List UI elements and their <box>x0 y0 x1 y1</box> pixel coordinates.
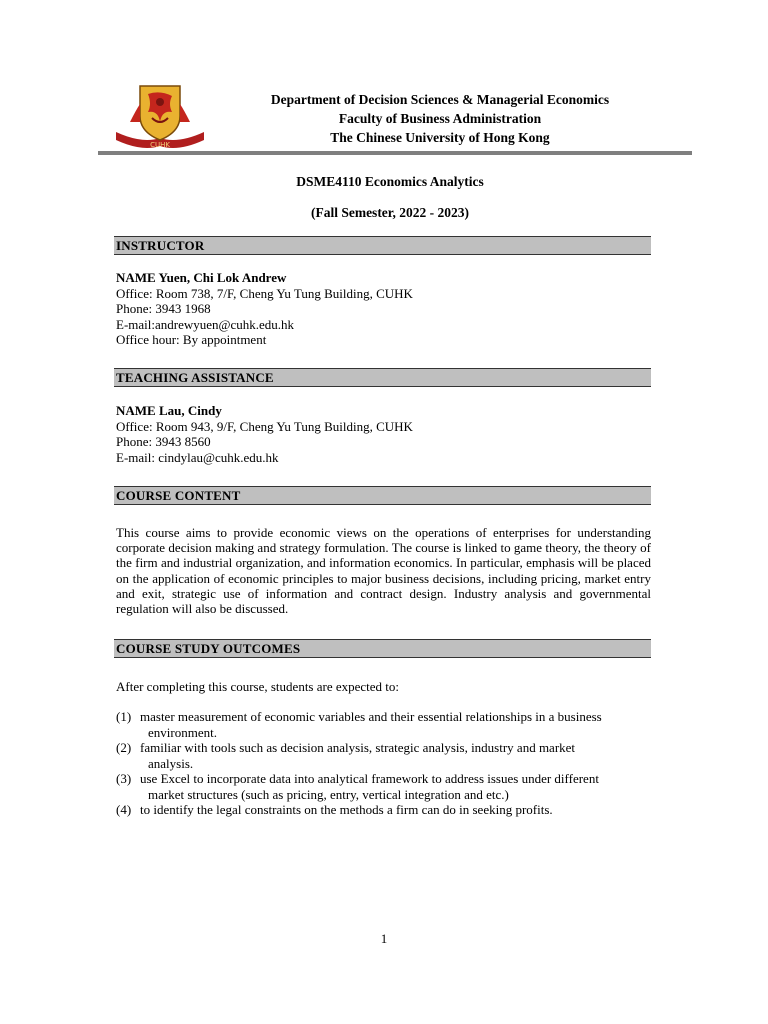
section-title: COURSE STUDY OUTCOMES <box>116 641 301 656</box>
course-content-paragraph: This course aims to provide economic views on the operations of enterprises for understanding corporate decision making and strategy formulation. The course is linked to game theory, the theory of the firm and industrial organization, and information economics. In particular, emphasis will be placed on the application of economic principles to major business decisions, including pricing, market entry and exit, strategic use of information and contract design. Industry analysis and governmental regulation will also be discussed. <box>116 525 651 617</box>
instructor-phone: Phone: 3943 1968 <box>116 301 211 316</box>
section-header-instructor <box>114 236 651 255</box>
course-title: DSME4110 Economics Analytics <box>296 174 484 189</box>
outcome-number: (4) <box>116 802 132 817</box>
outcome-text-cont: environment. <box>148 724 217 740</box>
university-crest-logo <box>112 82 208 154</box>
page-number: 1 <box>380 931 388 946</box>
outcome-number: (2) <box>116 740 132 755</box>
section-title: COURSE CONTENT <box>116 488 241 503</box>
outcome-number: (3) <box>116 771 132 786</box>
crest-text: CUHK <box>150 141 170 149</box>
outcome-text-cont: analysis. <box>148 755 194 771</box>
section-header-teaching-assistance <box>114 368 651 387</box>
ta-phone: Phone: 3943 8560 <box>116 434 211 449</box>
section-header-course-content <box>114 486 651 505</box>
outcomes-intro: After completing this course, students are expected to: <box>116 679 400 694</box>
section-header-course-study-outcomes <box>114 639 651 658</box>
outcome-text-cont: market structures (such as pricing, entry, vertical integration and etc.) <box>148 786 509 802</box>
outcome-item <box>116 740 653 771</box>
outcome-item <box>116 709 653 740</box>
instructor-office: Office: Room 738, 7/F, Cheng Yu Tung Building, CUHK <box>116 285 413 301</box>
outcome-item <box>116 771 653 802</box>
outcome-number: (1) <box>116 709 132 724</box>
section-title: INSTRUCTOR <box>116 238 205 253</box>
university-name: The Chinese University of Hong Kong <box>330 130 550 145</box>
header-divider <box>98 151 692 155</box>
ta-info <box>116 403 653 465</box>
outcome-item <box>116 802 653 818</box>
instructor-office-hour: Office hour: By appointment <box>116 332 267 347</box>
section-title: TEACHING ASSISTANCE <box>116 370 274 385</box>
outcome-text: familiar with tools such as decision analysis, strategic analysis, industry and market <box>140 740 576 755</box>
semester-label: (Fall Semester, 2022 - 2023) <box>310 205 470 220</box>
outcomes-list <box>116 709 653 818</box>
instructor-email: E-mail:andrewyuen@cuhk.edu.hk <box>116 316 295 332</box>
faculty-name: Faculty of Business Administration <box>338 111 542 126</box>
ta-office: Office: Room 943, 9/F, Cheng Yu Tung Building, CUHK <box>116 418 413 434</box>
outcome-text: use Excel to incorporate data into analytical framework to address issues under different <box>140 771 599 786</box>
instructor-info <box>116 270 653 348</box>
ta-name: NAME Lau, Cindy <box>116 403 222 418</box>
ta-email: E-mail: cindylau@cuhk.edu.hk <box>116 449 279 465</box>
outcome-text: master measurement of economic variables and their essential relationships in a business <box>140 709 602 724</box>
instructor-name: NAME Yuen, Chi Lok Andrew <box>116 270 287 285</box>
outcome-text: to identify the legal constraints on the methods a firm can do in seeking profits. <box>140 802 553 817</box>
department-name: Department of Decision Sciences & Managerial Economics <box>270 92 610 107</box>
